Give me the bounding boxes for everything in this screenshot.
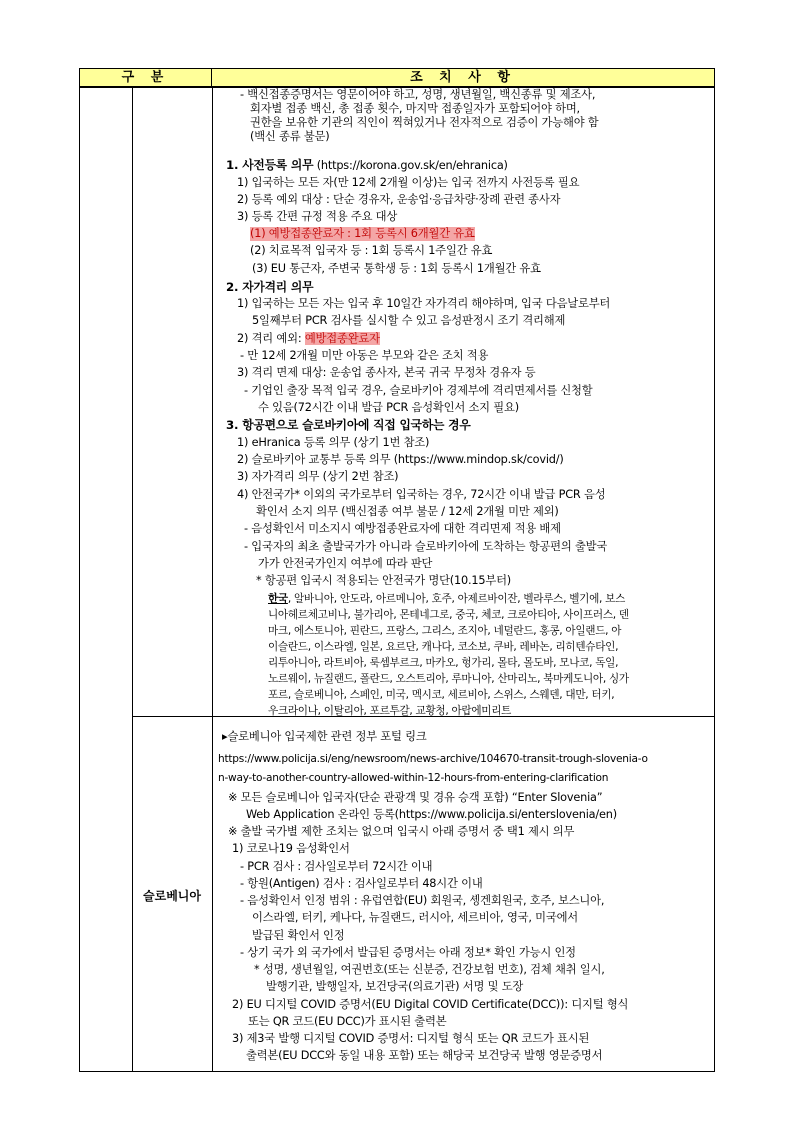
slovenia-item-2b: 또는 QR 코드(EU DCC)가 표시된 출력본 [248, 1015, 447, 1028]
slovenia-item-1: 1) 코로나19 음성확인서 [232, 842, 350, 855]
flights-item-4e: 가가 안전국가인지 여부에 따라 판단 [258, 557, 433, 570]
header-category: 구 분 [80, 69, 212, 86]
slovenia-note-1b: Web Application 온라인 등록(https://www.policija.si/enterslovenia/en) [246, 808, 617, 821]
heading-flights: 3. 항공편으로 슬로바키아에 직접 입국하는 경우 [226, 418, 471, 432]
slovenia-portal-url-1: https://www.policija.si/eng/newsroom/news-archive/104670-transit-trough-slovenia-o [218, 753, 648, 765]
slovenia-note-2: ※ 출발 국가별 제한 조치는 없으며 입국시 아래 증명서 중 택1 제시 의무 [228, 825, 575, 838]
quarantine-item-3: 3) 격리 면제 대상: 운송업 종사자, 본국 귀국 무정차 경유자 등 [237, 366, 536, 379]
slovenia-item-2: 2) EU 디지털 COVID 증명서(EU Digital COVID Certificate(DCC)): 디지털 형식 [232, 998, 629, 1011]
safe-countries-line-4: 이슬란드, 이스라엘, 일본, 요르단, 캐나다, 코소보, 쿠바, 레바논, 리히텐슈타인, [268, 641, 619, 653]
heading-registration-title: 1. 사전등록 의무 [226, 158, 314, 172]
quarantine-item-2-label: 2) 격리 예외: [237, 332, 302, 345]
flights-item-4a: 4) 안전국가* 이외의 국가로부터 입국하는 경우, 72시간 이내 발급 PCR 음성 [237, 488, 606, 501]
safe-countries-text-1: , 알바니아, 안도라, 아르메니아, 호주, 아제르바이잔, 벨라루스, 벨기에, 보스 [287, 593, 626, 605]
slovenia-item-1c-2: 이스라엘, 터키, 케나다, 뉴질랜드, 러시아, 세르비아, 영국, 미국에서 [252, 911, 579, 924]
flights-item-4d: - 입국자의 최초 출발국가가 아니라 슬로바키아에 도착하는 항공편의 출발국 [244, 540, 608, 553]
quarantine-item-1a: 1) 입국하는 모든 자는 입국 후 10일간 자가격리 해야하며, 입국 다음날로부터 [237, 297, 611, 310]
registration-item-3a: (1) 예방접종완료자 : 1회 등록시 6개월간 유효 [250, 227, 475, 240]
table-header [80, 69, 714, 88]
safe-countries-line-5: 리투아니아, 라트비아, 룩셈부르크, 마카오, 헝가리, 몰타, 몰도바, 모나코, 독일, [268, 657, 619, 669]
safe-countries-line-1 [268, 592, 625, 606]
slovenia-portal-heading: ▸슬로베니아 입국제한 관련 정부 포털 링크 [222, 730, 427, 743]
slovenia-item-1b: - 항원(Antigen) 검사 : 검사일로부터 48시간 이내 [240, 877, 483, 890]
slovenia-item-3: 3) 제3국 발행 디지털 COVID 증명서: 디지털 형식 또는 QR 코드가 표시된 [232, 1032, 590, 1045]
cert-line-2: 회자별 접종 백신, 총 접종 횟수, 마지막 접종일자가 포함되어야 하며, [250, 102, 580, 115]
country-slovenia: 슬로베니아 [143, 889, 201, 903]
registration-item-3b: (2) 치료목적 입국자 등 : 1회 등록시 1주일간 유효 [250, 244, 493, 257]
cert-line-3: 권한을 보유한 기관의 직인이 찍혀있거나 전자적으로 검증이 가능해야 함 [250, 116, 599, 129]
header-measures: 조 치 사 항 [410, 70, 516, 85]
slovenia-portal-url-2: n-way-to-another-country-allowed-within-12-hours-from-entering-clarification [218, 772, 609, 784]
safe-countries-heading: * 항공편 입국시 적용되는 안전국가 명단(10.15부터) [256, 574, 511, 587]
slovenia-item-1a: - PCR 검사 : 검사일로부터 72시간 이내 [240, 860, 433, 873]
slovenia-item-1d-note-2: 발행기관, 발행일자, 보건당국(의료기관) 서명 및 도장 [266, 980, 524, 993]
safe-countries-line-6: 노르웨이, 뉴질랜드, 폴란드, 오스트리아, 루마니아, 산마리노, 북마케도니아, 싱가 [268, 673, 629, 685]
flights-item-3: 3) 자가격리 의무 (상기 2번 참조) [237, 470, 399, 483]
registration-item-3c: (3) EU 통근자, 주변국 통학생 등 : 1회 등록시 1개월간 유효 [252, 262, 541, 275]
quarantine-item-2a: - 만 12세 2개월 미만 아동은 부모와 같은 조치 적용 [240, 349, 489, 362]
safe-countries-line-3: 마크, 에스토니아, 핀란드, 프랑스, 그리스, 조지아, 네덜란드, 홍콩, 아일랜드, 아 [268, 625, 622, 637]
registration-item-3: 3) 등록 간편 규정 적용 주요 대상 [237, 210, 398, 223]
flights-item-4c: - 음성확인서 미소지시 예방접종완료자에 대한 격리면제 적용 배제 [244, 522, 561, 535]
safe-countries-line-7: 포르, 슬로베니아, 스페인, 미국, 멕시코, 세르비아, 스위스, 스웨덴, 대만, 터키, [268, 689, 615, 701]
quarantine-item-3b: 수 있음(72시간 이내 발급 PCR 음성확인서 소지 필요) [258, 401, 519, 414]
slovenia-item-3b: 출력본(EU DCC와 동일 내용 포함) 또는 해당국 보건당국 발행 영문증명서 [246, 1049, 603, 1062]
slovenia-item-1c-3: 발급된 확인서 인정 [252, 929, 345, 942]
flights-item-1: 1) eHranica 등록 의무 (상기 1번 참조) [237, 436, 430, 449]
quarantine-item-2 [237, 332, 380, 346]
slovenia-item-1d-note: * 성명, 생년월일, 여권번호(또는 신분증, 건강보험 번호), 검체 채취 일시, [254, 963, 605, 976]
quarantine-item-3a: - 기업인 출장 목적 입국 경우, 슬로바키아 경제부에 격리면제서를 신청할 [244, 384, 593, 397]
heading-quarantine: 2. 자가격리 의무 [226, 280, 314, 294]
registration-item-1: 1) 입국하는 모든 자(만 12세 2개월 이상)는 입국 전까지 사전등록 필요 [237, 176, 580, 189]
quarantine-item-1b: 5일째부터 PCR 검사를 실시할 수 있고 음성판정시 조기 격리해제 [252, 314, 566, 327]
heading-registration [226, 158, 508, 173]
slovenia-note-1: ※ 모든 슬로베니아 입국자(단순 관광객 및 경유 승객 포함) “Enter Slovenia” [228, 791, 603, 804]
safe-countries-line-8: 우크라이나, 이탈리아, 포르투갈, 교황청, 아랍에미리트 [268, 705, 512, 717]
safe-country-korea: 한국 [268, 593, 288, 605]
flights-item-2: 2) 슬로바키아 교통부 등록 의무 (https://www.mindop.sk/covid/) [237, 453, 564, 466]
cert-line-1: - 백신접종증명서는 영문이어야 하고, 성명, 생년월일, 백신종류 및 제조사, [240, 88, 596, 101]
col-divider-right [212, 88, 213, 1071]
safe-countries-line-2: 니아헤르체고비나, 불가리아, 몬테네그로, 중국, 체코, 크로아티아, 사이프러스, 덴 [268, 609, 629, 621]
quarantine-item-2-highlight: 예방접종완료자 [304, 332, 380, 345]
heading-registration-url: (https://korona.gov.sk/en/ehranica) [316, 159, 508, 172]
registration-item-2: 2) 등록 예외 대상 : 단순 경유자, 운송업·응급차량·장례 관련 종사자 [237, 193, 561, 206]
slovenia-item-1c: - 음성확인서 인정 범위 : 유럽연합(EU) 회원국, 솅겐회원국, 호주, 보스니아, [240, 894, 605, 907]
slovenia-item-1d: - 상기 국가 외 국가에서 발급된 증명서는 아래 정보* 확인 가능시 인정 [240, 946, 576, 959]
col-divider-left [132, 88, 133, 1071]
flights-item-4b: 확인서 소지 의무 (백신접종 여부 불문 / 12세 2개월 미만 제외) [256, 505, 559, 518]
cert-line-4: (백신 종류 불문) [250, 130, 330, 143]
